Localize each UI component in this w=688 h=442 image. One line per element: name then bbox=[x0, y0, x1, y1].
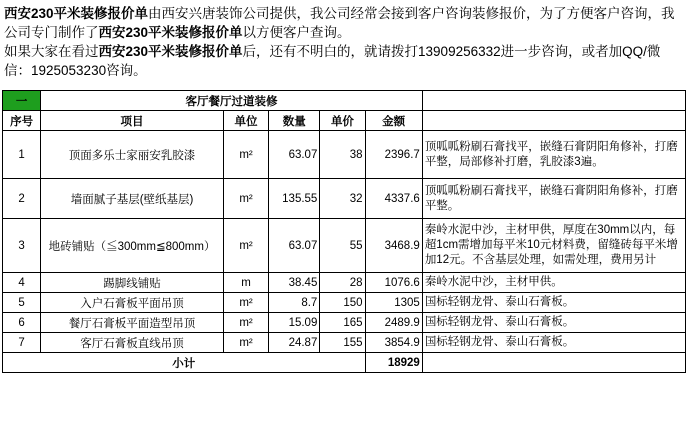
row-remark: 秦岭水泥中沙，主材甲供。 bbox=[422, 273, 685, 293]
row-amount: 4337.6 bbox=[365, 179, 422, 219]
table-row bbox=[3, 333, 686, 353]
row-amount: 1305 bbox=[365, 293, 422, 313]
table-row bbox=[3, 293, 686, 313]
intro-body-3: 如果大家在看过 bbox=[4, 44, 99, 59]
row-no: 6 bbox=[3, 313, 41, 333]
row-qty: 15.09 bbox=[269, 313, 320, 333]
row-no: 4 bbox=[3, 273, 41, 293]
row-price: 32 bbox=[320, 179, 365, 219]
row-unit: m² bbox=[223, 219, 268, 273]
intro-body-1: 由西安兴唐装饰公司提供，我公司经常会接到客户咨询装修报价，为了方便客户咨询，我公司专门制作了 bbox=[4, 6, 675, 40]
row-item: 墙面腻子基层(壁纸基层) bbox=[41, 179, 224, 219]
row-qty: 135.55 bbox=[269, 179, 320, 219]
row-unit: m² bbox=[223, 179, 268, 219]
row-price: 155 bbox=[320, 333, 365, 353]
row-remark: 国标轻钢龙骨、泰山石膏板。 bbox=[422, 313, 685, 333]
row-no: 2 bbox=[3, 179, 41, 219]
header-price: 单价 bbox=[320, 111, 365, 131]
row-amount: 3854.9 bbox=[365, 333, 422, 353]
row-remark: 顶呱呱粉刷石膏找平，嵌缝石膏阴阳角修补，打磨平整，局部修补打磨，乳胶漆3遍。 bbox=[422, 131, 685, 179]
row-remark: 国标轻钢龙骨、泰山石膏板。 bbox=[422, 293, 685, 313]
header-item: 项目 bbox=[41, 111, 224, 131]
intro-paragraph-2 bbox=[4, 42, 682, 80]
intro-body-4: 后，还有不明白的，就请拨打13909256332进一步咨询，或者加QQ/微信：1925053230咨询。 bbox=[4, 44, 661, 78]
row-price: 55 bbox=[320, 219, 365, 273]
row-item: 顶面多乐士家丽安乳胶漆 bbox=[41, 131, 224, 179]
subtotal-remark-blank bbox=[422, 353, 685, 373]
row-qty: 8.7 bbox=[269, 293, 320, 313]
intro-keyword-2: 西安230平米装修报价单 bbox=[98, 25, 243, 40]
row-qty: 38.45 bbox=[269, 273, 320, 293]
row-price: 165 bbox=[320, 313, 365, 333]
row-item: 客厅石膏板直线吊顶 bbox=[41, 333, 224, 353]
section-number: 一 bbox=[3, 91, 41, 111]
row-unit: m² bbox=[223, 313, 268, 333]
header-qty: 数量 bbox=[269, 111, 320, 131]
header-no: 序号 bbox=[3, 111, 41, 131]
row-qty: 63.07 bbox=[269, 219, 320, 273]
intro-body-2: 以方便客户查询。 bbox=[242, 25, 351, 40]
row-qty: 63.07 bbox=[269, 131, 320, 179]
row-no: 1 bbox=[3, 131, 41, 179]
section-remark-blank bbox=[422, 91, 685, 111]
row-amount: 3468.9 bbox=[365, 219, 422, 273]
row-amount: 2489.9 bbox=[365, 313, 422, 333]
intro-keyword-1: 西安230平米装修报价单 bbox=[4, 6, 149, 21]
subtotal-row bbox=[3, 353, 686, 373]
subtotal-label: 小计 bbox=[3, 353, 366, 373]
row-no: 3 bbox=[3, 219, 41, 273]
row-unit: m² bbox=[223, 131, 268, 179]
row-price: 150 bbox=[320, 293, 365, 313]
table-row bbox=[3, 313, 686, 333]
row-no: 7 bbox=[3, 333, 41, 353]
header-amount: 金额 bbox=[365, 111, 422, 131]
row-unit: m² bbox=[223, 333, 268, 353]
row-price: 28 bbox=[320, 273, 365, 293]
row-item: 入户石膏板平面吊顶 bbox=[41, 293, 224, 313]
table-row bbox=[3, 179, 686, 219]
column-header-row bbox=[3, 111, 686, 131]
row-item: 踢脚线铺贴 bbox=[41, 273, 224, 293]
intro-paragraph-1 bbox=[4, 4, 682, 42]
row-no: 5 bbox=[3, 293, 41, 313]
intro-text bbox=[0, 0, 688, 80]
table-row bbox=[3, 273, 686, 293]
row-remark: 秦岭水泥中沙，主材甲供，厚度在30mm以内，每超1cm需增加每平米10元材料费，留缝砖每平米增加12元。不含基层处理，如需处理，费用另计 bbox=[422, 219, 685, 273]
row-remark: 国标轻钢龙骨、泰山石膏板。 bbox=[422, 333, 685, 353]
row-amount: 2396.7 bbox=[365, 131, 422, 179]
intro-keyword-3: 西安230平米装修报价单 bbox=[98, 44, 243, 59]
row-qty: 24.87 bbox=[269, 333, 320, 353]
row-price: 38 bbox=[320, 131, 365, 179]
row-unit: m² bbox=[223, 293, 268, 313]
quote-table bbox=[2, 90, 686, 373]
header-remark bbox=[422, 111, 685, 131]
row-item: 餐厅石膏板平面造型吊顶 bbox=[41, 313, 224, 333]
row-remark: 顶呱呱粉刷石膏找平，嵌缝石膏阴阳角修补，打磨平整。 bbox=[422, 179, 685, 219]
section-header-row bbox=[3, 91, 686, 111]
row-item: 地砖铺贴（≦300mm≦800mm） bbox=[41, 219, 224, 273]
section-title: 客厅餐厅过道装修 bbox=[41, 91, 423, 111]
header-unit: 单位 bbox=[223, 111, 268, 131]
row-amount: 1076.6 bbox=[365, 273, 422, 293]
subtotal-amount: 18929 bbox=[365, 353, 422, 373]
table-row bbox=[3, 219, 686, 273]
table-row bbox=[3, 131, 686, 179]
row-unit: m bbox=[223, 273, 268, 293]
